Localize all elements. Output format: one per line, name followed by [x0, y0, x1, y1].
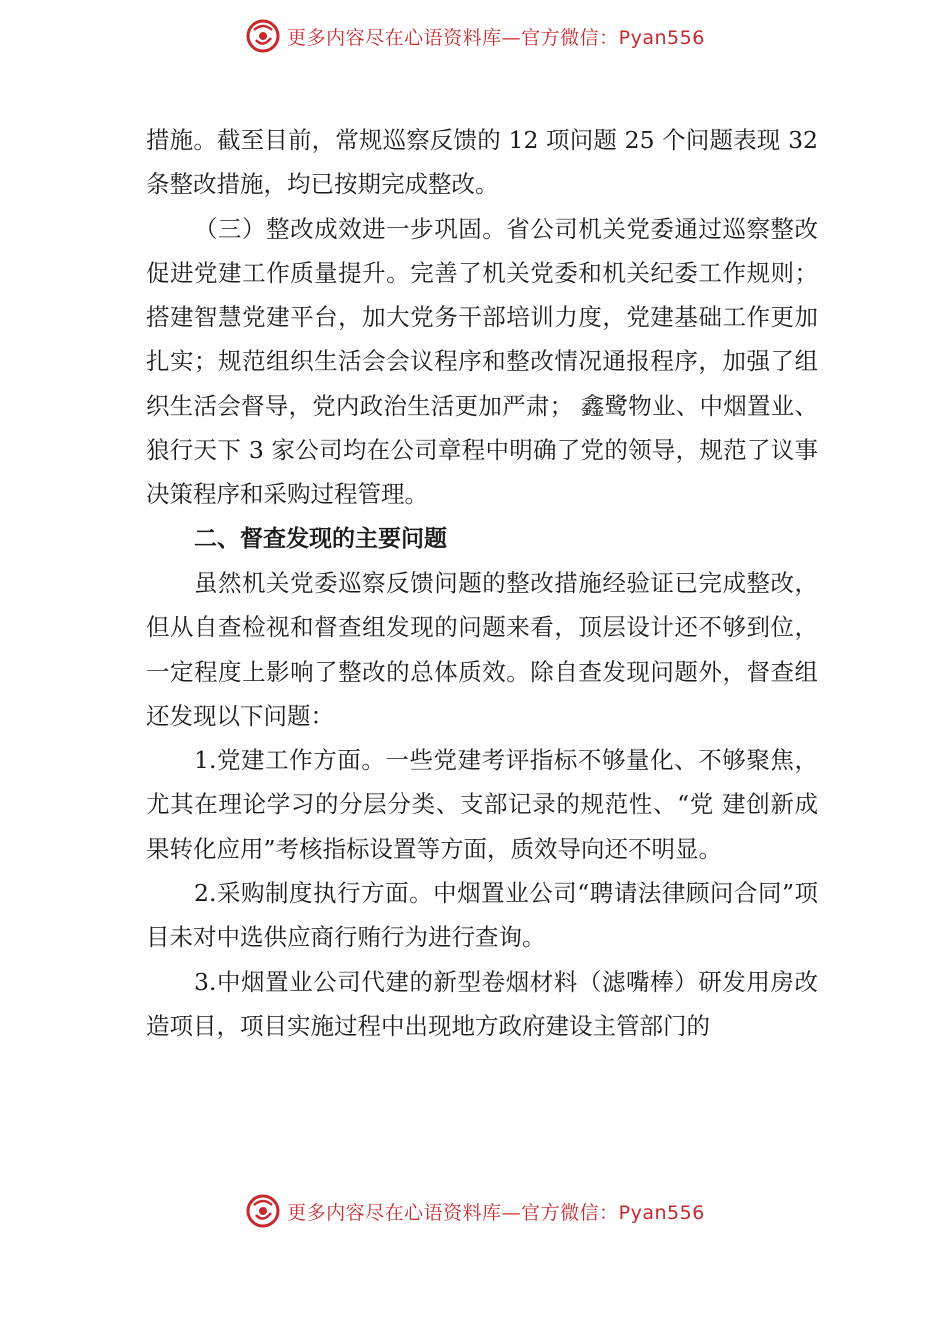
header-banner	[0, 16, 950, 56]
header-banner-text	[287, 23, 705, 50]
brand-logo-icon	[245, 18, 281, 54]
paragraph-problems-intro: 虽然机关党委巡察反馈问题的整改措施经验证已完成整改，但从自查检视和督查组发现的问题来看，顶层设计还不够到位，一定程度上影响了整改的总体质效。除自查发现问题外，督查组还发现以下问题：	[146, 568, 818, 730]
list-item-procurement: 2.采购制度执行方面。中烟置业公司“聘请法律顾问合同”项目未对中选供应商行贿行为进行查询。	[146, 879, 818, 952]
brand-logo-icon	[245, 1193, 281, 1229]
footer-banner	[0, 1191, 950, 1231]
header-banner-label: 更多内容尽在心语资料库—官方微信：	[287, 26, 619, 49]
list-item-construction-project: 3.中烟置业公司代建的新型卷烟材料（滤嘴棒）研发用房改造项目，项目实施过程中出现地方政府建设主管部门的	[146, 967, 818, 1040]
footer-banner-label: 更多内容尽在心语资料库—官方微信：	[287, 1201, 619, 1224]
footer-wechat-id: Pyan556	[618, 1201, 705, 1224]
paragraph-rectification-results: （三）整改成效进一步巩固。省公司机关党委通过巡察整改促进党建工作质量提升。完善了机关党委和机关纪委工作规则；搭建智慧党建平台，加大党务干部培训力度，党建基础工作更加扎实；规范组织生活会会议程序和整改情况通报程序，加强了组织生活会督导，党内政治生活更加严肃； 鑫鹭物业、中烟置业、狼行天下 3 家公司均在公司章程中明确了党的领导，规范了议事决策程序和采购过程管理。	[146, 214, 818, 509]
document-body	[146, 118, 818, 1048]
section-heading-main-problems: 二、督查发现的主要问题	[194, 525, 447, 552]
list-item-party-building: 1.党建工作方面。一些党建考评指标不够量化、不够聚焦，尤其在理论学习的分层分类、支部记录的规范性、“党 建创新成果转化应用”考核指标设置等方面，质效导向还不明显。	[146, 746, 818, 863]
footer-banner-text	[287, 1198, 705, 1225]
header-wechat-id: Pyan556	[618, 26, 705, 49]
paragraph-continuation: 措施。截至目前，常规巡察反馈的 12 项问题 25 个问题表现 32 条整改措施，均已按期完成整改。	[146, 126, 818, 199]
